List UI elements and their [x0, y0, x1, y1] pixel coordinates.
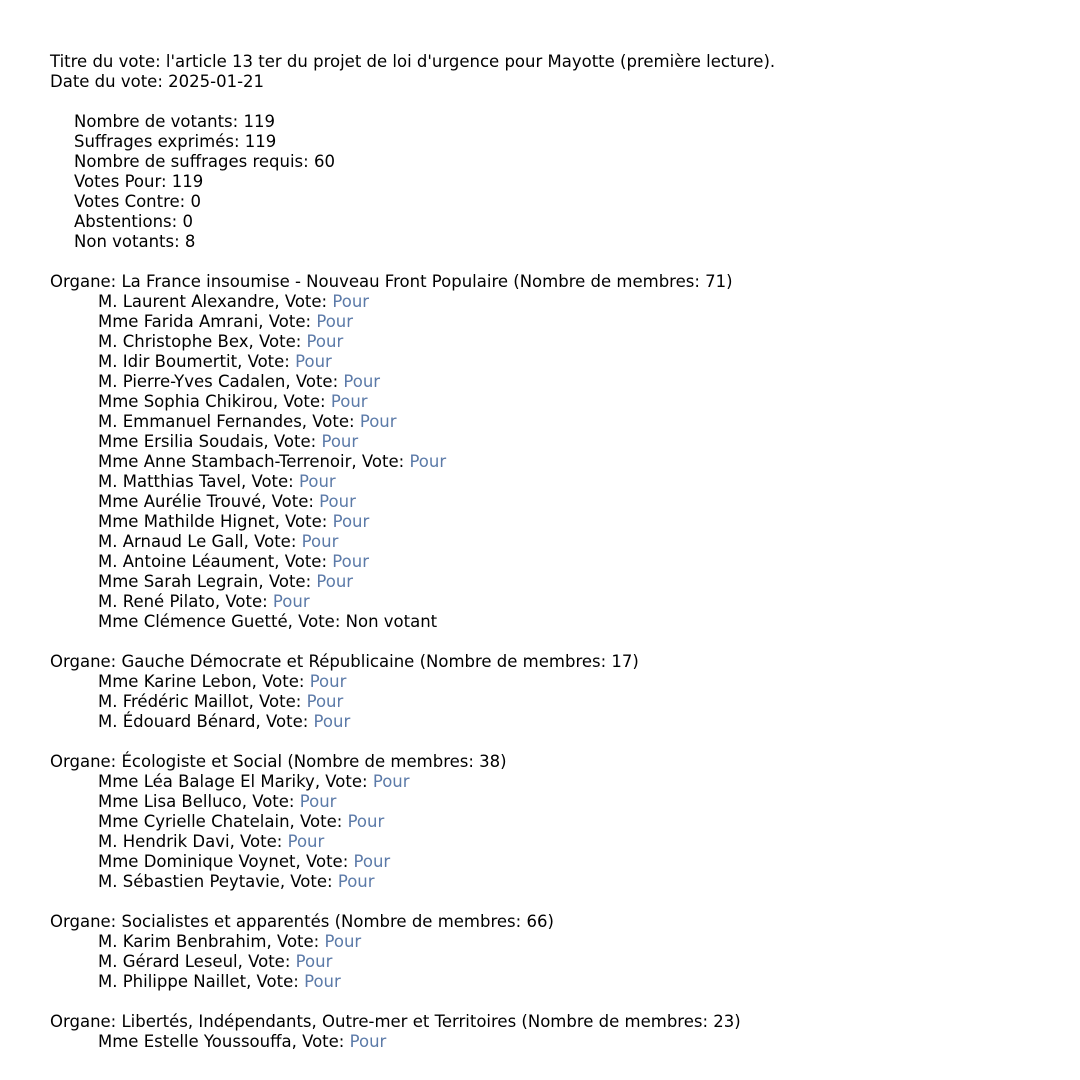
member-name: M. René Pilato — [98, 592, 215, 611]
vote-label: , Vote: — [243, 532, 297, 551]
vote-label: , Vote: — [287, 612, 341, 631]
member-name: Mme Léa Balage El Mariky — [98, 772, 315, 791]
members-count: 71 — [705, 272, 727, 291]
member-line — [50, 712, 1060, 732]
member-name: Mme Estelle Youssouffa — [98, 1032, 292, 1051]
member-vote: Pour — [347, 812, 385, 831]
vote-label: , Vote: — [285, 372, 339, 391]
vote-label: , Vote: — [274, 292, 328, 311]
member-name: Mme Dominique Voynet — [98, 852, 296, 871]
member-name: M. Idir Boumertit — [98, 352, 238, 371]
stat-line — [50, 172, 1060, 192]
vote-label: , Vote: — [274, 512, 328, 531]
member-line — [50, 552, 1060, 572]
member-name: Mme Karine Lebon — [98, 672, 252, 691]
member-vote: Pour — [309, 672, 347, 691]
member-line — [50, 332, 1060, 352]
member-vote: Pour — [313, 712, 351, 731]
stat-label: Suffrages exprimés: — [74, 132, 240, 151]
members-count: 23 — [713, 1012, 735, 1031]
stat-line — [50, 132, 1060, 152]
organes-list — [50, 252, 1060, 1052]
stat-label: Abstentions: — [74, 212, 178, 231]
vote-label: , Vote: — [266, 932, 320, 951]
member-name: M. Sébastien Peytavie — [98, 872, 280, 891]
member-vote: Pour — [316, 572, 354, 591]
member-vote: Pour — [409, 452, 447, 471]
vote-label: , Vote: — [261, 492, 314, 511]
organe-header: Organe: Gauche Démocrate et Républicaine (Nombre de membres: 17) — [50, 652, 639, 671]
stat-label: Nombre de suffrages requis: — [74, 152, 309, 171]
member-name: Mme Sophia Chikirou — [98, 392, 273, 411]
organe-label: Organe: — [50, 652, 117, 671]
member-vote: Pour — [299, 472, 336, 491]
spacer — [50, 892, 1060, 912]
member-name: M. Antoine Léaument — [98, 552, 275, 571]
vote-label: , Vote: — [272, 392, 326, 411]
member-name: Mme Cyrielle Chatelain — [98, 812, 290, 831]
member-vote: Pour — [349, 1032, 387, 1051]
member-vote: Pour — [301, 532, 339, 551]
spacer — [50, 252, 1060, 272]
vote-title-label: Titre du vote: — [50, 52, 161, 71]
organe-label: Organe: — [50, 752, 117, 771]
member-line — [50, 432, 1060, 452]
members-count-prefix: (Nombre de membres: — [334, 912, 522, 931]
member-line — [50, 772, 1060, 792]
vote-label: , Vote: — [248, 692, 302, 711]
vote-label: , Vote: — [351, 452, 405, 471]
stat-value: 0 — [182, 212, 193, 231]
stat-label: Nombre de votants: — [74, 112, 239, 131]
member-line — [50, 932, 1060, 952]
organe-name: La France insoumise - Nouveau Front Populaire — [121, 272, 509, 291]
member-vote: Pour — [295, 952, 333, 971]
vote-title-line — [50, 52, 1060, 72]
member-name: Mme Sarah Legrain — [98, 572, 259, 591]
vote-label: , Vote: — [240, 472, 294, 491]
stat-label: Votes Pour: — [74, 172, 167, 191]
member-line — [50, 952, 1060, 972]
organe-name: Libertés, Indépendants, Outre-mer et Territoires — [121, 1012, 517, 1031]
member-name: M. Hendrik Davi — [98, 832, 230, 851]
stat-value: 119 — [243, 112, 275, 131]
organe-name: Socialistes et apparentés — [121, 912, 330, 931]
vote-title-value: l'article 13 ter du projet de loi d'urgence pour Mayotte (première lecture). — [165, 52, 776, 71]
organe-header: Organe: Libertés, Indépendants, Outre-mer et Territoires (Nombre de membres: 23) — [50, 1012, 741, 1031]
member-line — [50, 492, 1060, 512]
member-line — [50, 672, 1060, 692]
member-name: M. Arnaud Le Gall — [98, 532, 244, 551]
member-vote: Pour — [306, 692, 344, 711]
vote-label: , Vote: — [241, 792, 295, 811]
member-line — [50, 572, 1060, 592]
stat-value: 119 — [244, 132, 277, 151]
member-vote: Pour — [372, 772, 410, 791]
member-name: M. Christophe Bex — [98, 332, 249, 351]
member-vote: Pour — [272, 592, 310, 611]
member-vote: Pour — [337, 872, 375, 891]
organe-name: Gauche Démocrate et Républicaine — [121, 652, 415, 671]
vote-label: , Vote: — [279, 872, 333, 891]
member-name: M. Édouard Bénard — [98, 712, 256, 731]
stat-label: Votes Contre: — [74, 192, 186, 211]
member-line — [50, 392, 1060, 412]
spacer — [50, 92, 1060, 112]
member-line — [50, 452, 1060, 472]
member-line — [50, 352, 1060, 372]
member-line — [50, 812, 1060, 832]
spacer — [50, 632, 1060, 652]
vote-label: , Vote: — [255, 712, 309, 731]
member-vote: Pour — [332, 552, 369, 571]
member-name: M. Laurent Alexandre — [98, 292, 275, 311]
member-line — [50, 692, 1060, 712]
vote-label: , Vote: — [301, 412, 355, 431]
member-vote: Pour — [306, 332, 344, 351]
member-name: Mme Mathilde Hignet — [98, 512, 275, 531]
organe-name: Écologiste et Social — [121, 752, 283, 771]
vote-label: , Vote: — [274, 552, 328, 571]
vote-stats — [50, 112, 1060, 252]
stat-line — [50, 192, 1060, 212]
member-vote: Pour — [330, 392, 368, 411]
member-line — [50, 512, 1060, 532]
member-name: M. Karim Benbrahim — [98, 932, 267, 951]
stat-label: Non votants: — [74, 232, 180, 251]
member-line — [50, 312, 1060, 332]
organe-label: Organe: — [50, 1012, 117, 1031]
organe-header: Organe: Écologiste et Social (Nombre de membres: 38) — [50, 752, 507, 771]
stat-line — [50, 212, 1060, 232]
member-name: Mme Anne Stambach-Terrenoir — [98, 452, 352, 471]
vote-label: , Vote: — [258, 312, 312, 331]
vote-label: , Vote: — [246, 972, 299, 991]
vote-date-label: Date du vote: — [50, 72, 163, 91]
member-vote: Pour — [343, 372, 381, 391]
member-line — [50, 852, 1060, 872]
member-name: Mme Farida Amrani — [98, 312, 259, 331]
member-name: M. Matthias Tavel — [98, 472, 241, 491]
member-vote: Pour — [319, 492, 356, 511]
vote-label: , Vote: — [263, 432, 317, 451]
member-name: M. Emmanuel Fernandes — [98, 412, 302, 431]
vote-label: , Vote: — [289, 812, 343, 831]
member-name: M. Philippe Naillet — [98, 972, 247, 991]
stat-value: 0 — [190, 192, 201, 211]
member-line — [50, 592, 1060, 612]
member-name: Mme Lisa Belluco — [98, 792, 242, 811]
vote-label: , Vote: — [229, 832, 283, 851]
member-vote: Pour — [316, 312, 354, 331]
members-count-prefix: (Nombre de membres: — [287, 752, 474, 771]
members-count-prefix: (Nombre de membres: — [521, 1012, 709, 1031]
organe-label: Organe: — [50, 912, 117, 931]
organe-header: Organe: Socialistes et apparentés (Nombre de membres: 66) — [50, 912, 554, 931]
stat-value: 119 — [171, 172, 204, 191]
spacer — [50, 992, 1060, 1012]
member-vote: Pour — [299, 792, 337, 811]
stat-line — [50, 112, 1060, 132]
members-count-prefix: (Nombre de membres: — [419, 652, 607, 671]
vote-label: , Vote: — [314, 772, 368, 791]
members-count: 17 — [611, 652, 633, 671]
stat-line — [50, 152, 1060, 172]
member-vote: Pour — [287, 832, 325, 851]
member-line — [50, 832, 1060, 852]
vote-date-value: 2025-01-21 — [168, 72, 265, 91]
stat-line — [50, 232, 1060, 252]
vote-label: , Vote: — [295, 852, 349, 871]
member-vote: Pour — [332, 512, 370, 531]
members-count: 66 — [526, 912, 548, 931]
member-name: Mme Aurélie Trouvé — [98, 492, 262, 511]
member-line — [50, 472, 1060, 492]
member-name: M. Pierre-Yves Cadalen — [98, 372, 286, 391]
stat-value: 60 — [313, 152, 335, 171]
vote-label: , Vote: — [237, 952, 291, 971]
vote-label: , Vote: — [258, 572, 312, 591]
vote-label: , Vote: — [291, 1032, 345, 1051]
member-line — [50, 612, 1060, 632]
member-vote: Pour — [324, 932, 362, 951]
member-line — [50, 372, 1060, 392]
members-count: 38 — [479, 752, 501, 771]
vote-label: , Vote: — [251, 672, 305, 691]
member-vote: Pour — [321, 432, 359, 451]
member-line — [50, 792, 1060, 812]
member-vote: Pour — [295, 352, 332, 371]
member-name: Mme Ersilia Soudais — [98, 432, 264, 451]
vote-date-line — [50, 72, 1060, 92]
members-count-prefix: (Nombre de membres: — [513, 272, 700, 291]
member-vote: Pour — [359, 412, 397, 431]
organe-header: Organe: La France insoumise - Nouveau Front Populaire (Nombre de membres: 71) — [50, 272, 733, 291]
member-line — [50, 532, 1060, 552]
member-name: M. Gérard Leseul — [98, 952, 238, 971]
member-vote: Pour — [332, 292, 370, 311]
member-line — [50, 412, 1060, 432]
member-vote: Pour — [353, 852, 391, 871]
member-line — [50, 872, 1060, 892]
spacer — [50, 732, 1060, 752]
member-vote: Non votant — [345, 612, 438, 631]
vote-label: , Vote: — [214, 592, 268, 611]
member-vote: Pour — [304, 972, 341, 991]
organe-label: Organe: — [50, 272, 117, 291]
stat-value: 8 — [184, 232, 196, 251]
vote-label: , Vote: — [248, 332, 302, 351]
vote-label: , Vote: — [237, 352, 290, 371]
member-line — [50, 972, 1060, 992]
vote-document — [50, 52, 1060, 1052]
member-name: M. Frédéric Maillot — [98, 692, 249, 711]
member-line — [50, 1032, 1060, 1052]
member-line — [50, 292, 1060, 312]
member-name: Mme Clémence Guetté — [98, 612, 288, 631]
